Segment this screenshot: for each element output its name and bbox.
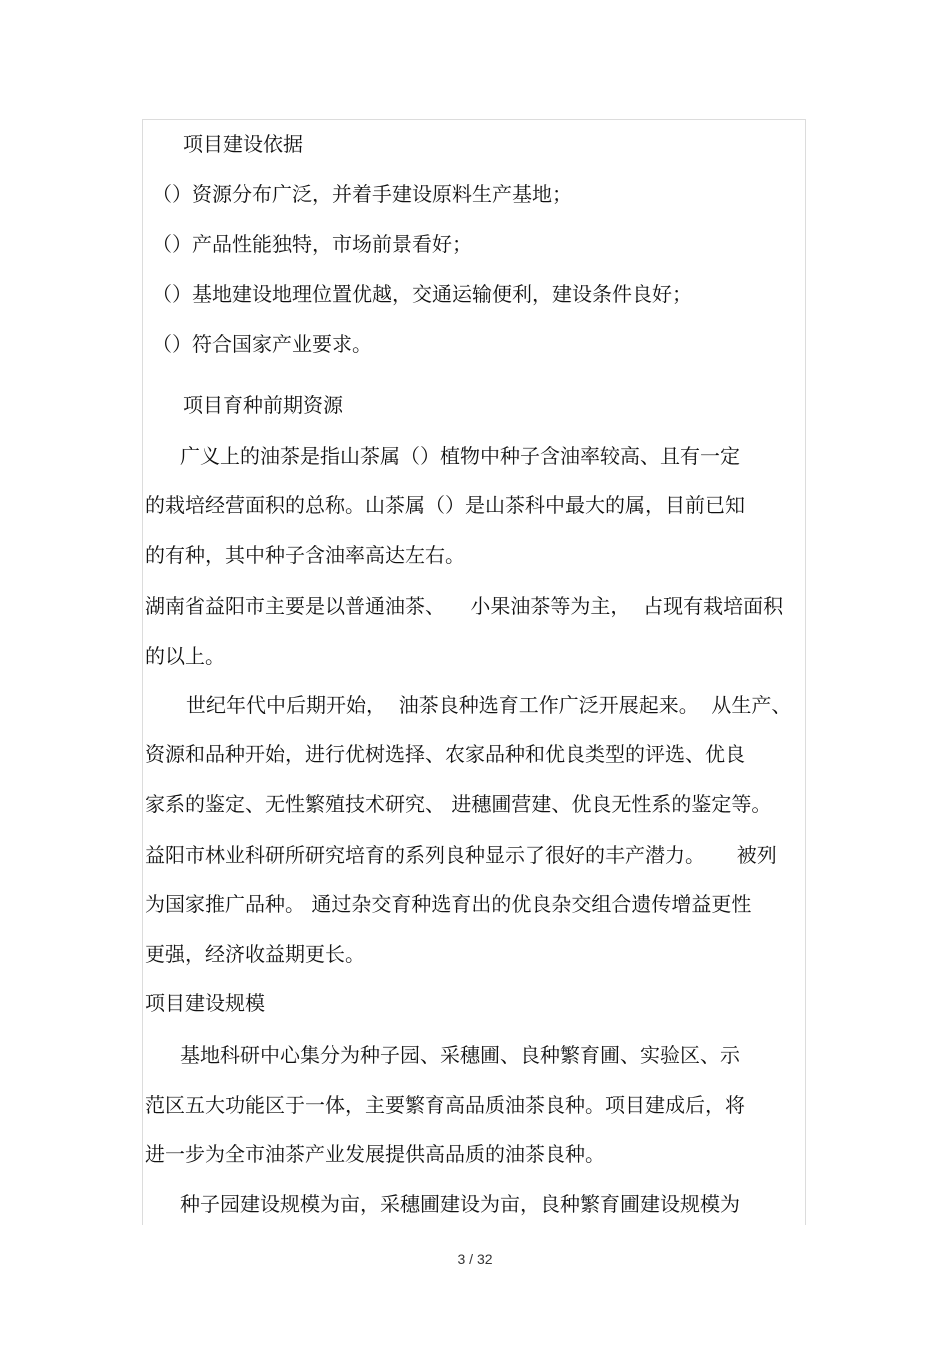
- basis-item-2: （）产品性能独特，市场前景看好；: [152, 232, 472, 256]
- paragraph-line: 为国家推广品种。 通过杂交育种选育出的优良杂交组合遗传增益更性: [145, 892, 752, 916]
- paragraph-line: 范区五大功能区于一体，主要繁育高品质油茶良种。项目建成后，将: [145, 1093, 745, 1117]
- heading-construction-basis: 项目建设依据: [183, 132, 303, 156]
- paragraph-line: 进一步为全市油茶产业发展提供高品质的油茶良种。: [145, 1142, 605, 1166]
- paragraph-line: 的栽培经营面积的总称。山茶属（）是山茶科中最大的属，目前已知: [145, 493, 745, 517]
- paragraph-line: 资源和品种开始，进行优树选择、农家品种和优良类型的评选、优良: [145, 742, 745, 766]
- page-number: 3 / 32: [457, 1251, 493, 1267]
- paragraph-line: 世纪年代中后期开始， 油茶良种选育工作广泛开展起来。 从生产、: [186, 693, 792, 717]
- paragraph-line: 广义上的油茶是指山茶属（）植物中种子含油率较高、且有一定: [180, 444, 740, 468]
- paragraph-line: 益阳市林业科研所研究培育的系列良种显示了很好的丰产潜力。 被列: [145, 843, 777, 867]
- paragraph-line: 的以上。: [145, 644, 225, 668]
- basis-item-3: （）基地建设地理位置优越，交通运输便利，建设条件良好；: [152, 282, 692, 306]
- paragraph-line: 基地科研中心集分为种子园、采穗圃、良种繁育圃、实验区、示: [180, 1043, 740, 1067]
- paragraph-line: 湖南省益阳市主要是以普通油茶、 小果油茶等为主， 占现有栽培面积: [145, 594, 784, 618]
- paragraph-line: 家系的鉴定、无性繁殖技术研究、 进穗圃营建、优良无性系的鉴定等。: [145, 792, 772, 816]
- basis-item-1: （）资源分布广泛，并着手建设原料生产基地；: [152, 182, 572, 206]
- paragraph-line: 更强，经济收益期更长。: [145, 942, 365, 966]
- paragraph-line: 种子园建设规模为亩，采穗圃建设为亩，良种繁育圃建设规模为: [180, 1192, 740, 1216]
- basis-item-4: （）符合国家产业要求。: [152, 332, 372, 356]
- heading-construction-scale: 项目建设规模: [145, 991, 265, 1015]
- paragraph-line: 的有种，其中种子含油率高达左右。: [145, 543, 465, 567]
- heading-breeding-resources: 项目育种前期资源: [183, 393, 343, 417]
